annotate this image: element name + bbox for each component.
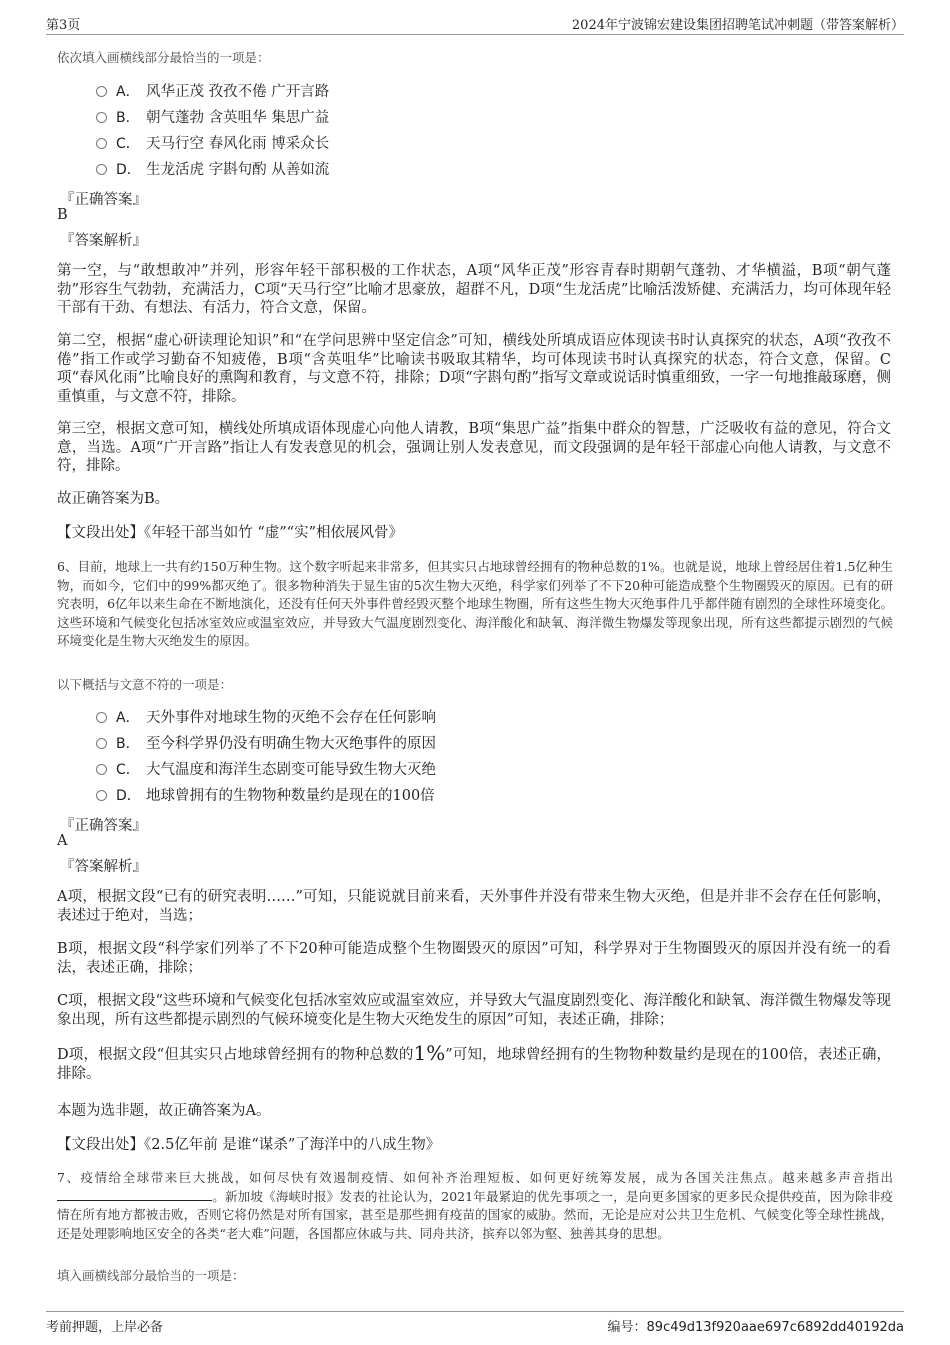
analysis-conclusion: 本题为选非题，故正确答案为A。 [57,1103,271,1119]
answer-label: 『正确答案』 [60,192,147,208]
analysis-paragraph: D项，根据文段“但其实只占地球曾经拥有的物种总数的1%”可知，地球曾经拥有的生物物种数量约是现在的100倍，表述正确，排除。 [57,1041,891,1082]
radio-icon[interactable] [96,738,107,749]
document-code: 编号：89c49d13f920aae697c6892dd40192da [607,1320,904,1335]
correct-answer: B [57,207,68,223]
q6-option-d[interactable]: D． 地球曾拥有的生物物种数量约是现在的100倍 [96,786,435,806]
analysis-paragraph: B项，根据文段“科学家们列举了不下20种可能造成整个生物圈毁灭的原因”可知，科学界对于生物圈毁灭的原因并没有统一的看法，表述正确，排除； [57,941,891,976]
radio-icon[interactable] [96,712,107,723]
q5-option-c[interactable]: C． 天马行空 春风化雨 博采众长 [96,134,329,154]
fill-blank[interactable] [57,1188,212,1201]
q7-passage: 7、疫情给全球带来巨大挑战，如何尽快有效遏制疫情、如何补齐治理短板、如何更好统筹发展，成为各国关注焦点。越来越多声音指出。新加坡《海峡时报》发表的社论认为，2021年最紧迫的优先事项之一，是向更多国家的更多民众提供疫苗，因为除非疫情在所有地方都被击败，否则它将仍然是对所有国家，甚至是那些拥有疫苗的国家的威胁。然而，无论是应对公共卫生危机、气候变化等全球性挑战，还是处理影响地区安全的各类“老大难”问题，各国都应休戚与共、同舟共济，摈弃以邻为壑、独善其身的思想。 [57,1170,893,1241]
analysis-paragraph: C项，根据文段“这些环境和气候变化包括冰室效应或温室效应，并导致大气温度剧烈变化、海洋酸化和缺氧、海洋微生物爆发等现象出现，所有这些都提示剧烈的气候环境变化是生物大灭绝发生的原因”可知，表述正确，排除； [57,993,891,1028]
q7-prompt: 填入画横线部分最恰当的一项是： [57,1268,245,1283]
document-title: 2024年宁波锦宏建设集团招聘笔试冲刺题（带答案解析） [571,18,904,33]
page-footer [46,1311,904,1336]
analysis-label: 『答案解析』 [60,859,147,875]
analysis-paragraph: 第三空，根据文意可知，横线处所填成语体现虚心向他人请教，B项“集思广益”指集中群众的智慧，广泛吸收有益的意见，符合文意，当选。A项“广开言路”指让人有发表意见的机会，强调让别人发表意见，而文段强调的是年轻干部虚心向他人请教，与文意不符，排除。 [57,421,891,474]
source-citation: 【文段出处】《年轻干部当如竹 “虚”“实”相依展风骨》 [57,525,404,541]
q6-option-a[interactable]: A． 天外事件对地球生物的灭绝不会存在任何影响 [96,708,436,728]
radio-icon[interactable] [96,112,107,123]
source-citation: 【文段出处】《2.5亿年前 是谁“谋杀”了海洋中的八成生物》 [57,1137,441,1153]
analysis-paragraph: 第一空，与“敢想敢冲”并列，形容年轻干部积极的工作状态，A项“风华正茂”形容青春时期朝气蓬勃、才华横溢，B项“朝气蓬勃”形容生气勃勃，充满活力，C项“天马行空”比喻才思豪放，超群不凡，D项“生龙活虎”比喻活泼矫健、充满活力，均可体现年轻干部有干劲、有想法、有活力，符合文意，保留。 [57,263,891,316]
q6-prompt: 以下概括与文意不符的一项是： [57,677,233,692]
q5-option-b[interactable]: B． 朝气蓬勃 含英咀华 集思广益 [96,108,329,128]
q5-option-a[interactable]: A． 风华正茂 孜孜不倦 广开言路 [96,82,329,102]
radio-icon[interactable] [96,86,107,97]
q6-passage: 6、目前，地球上一共有约150万种生物。这个数字听起来非常多，但其实只占地球曾经拥有的物种总数的1%。也就是说，地球上曾经居住着1.5亿种生物，而如今，它们中的99%都灭绝了。很多物种消失于显生宙的5次生物大灭绝，科学家们列举了不下20种可能造成整个生物圈毁灭的原因。已有的研究表明，6亿年以来生命在不断地演化，还没有任何天外事件曾经毁灭整个地球生物圈，所有这些生物大灭绝事件几乎都伴随有剧烈的全球性环境变化。这些环境和气候变化包括冰室效应或温室效应，并导致大气温度剧烈变化、海洋酸化和缺氧、海洋微生物爆发等现象出现，所有这些都提示剧烈的气候环境变化是生物大灭绝发生的原因。 [57,559,893,648]
footer-slogan: 考前押题，上岸必备 [46,1320,164,1335]
q5-option-d[interactable]: D． 生龙活虎 字斟句酌 从善如流 [96,160,329,180]
radio-icon[interactable] [96,790,107,801]
page-header [46,12,904,35]
radio-icon[interactable] [96,164,107,175]
q5-prompt: 依次填入画横线部分最恰当的一项是： [57,50,270,65]
q6-option-b[interactable]: B． 至今科学界仍没有明确生物大灭绝事件的原因 [96,734,436,754]
radio-icon[interactable] [96,764,107,775]
page-number: 第3页 [46,18,81,33]
correct-answer: A [57,833,68,849]
radio-icon[interactable] [96,138,107,149]
analysis-conclusion: 故正确答案为B。 [57,491,170,507]
analysis-paragraph: 第二空，根据“虚心研读理论知识”和“在学问思辨中坚定信念”可知，横线处所填成语应体现读书时认真探究的状态，A项“孜孜不倦”指工作或学习勤奋不知疲倦，B项“含英咀华”比喻读书吸取其精华，均可体现读书时认真探究的状态，符合文意，保留。C项“春风化雨”比喻良好的熏陶和教育，与文意不符，排除；D项“字斟句酌”指写文章或说话时慎重细致，一字一句地推敲琢磨，侧重慎重，与文意不符，排除。 [57,333,891,405]
analysis-label: 『答案解析』 [60,233,147,249]
answer-label: 『正确答案』 [60,818,147,834]
analysis-paragraph: A项，根据文段“已有的研究表明……”可知，只能说就目前来看，天外事件并没有带来生物大灭绝，但是并非不会存在任何影响，表述过于绝对，当选； [57,889,891,924]
percent-value: 1% [413,1041,446,1065]
q6-option-c[interactable]: C． 大气温度和海洋生态剧变可能导致生物大灭绝 [96,760,436,780]
